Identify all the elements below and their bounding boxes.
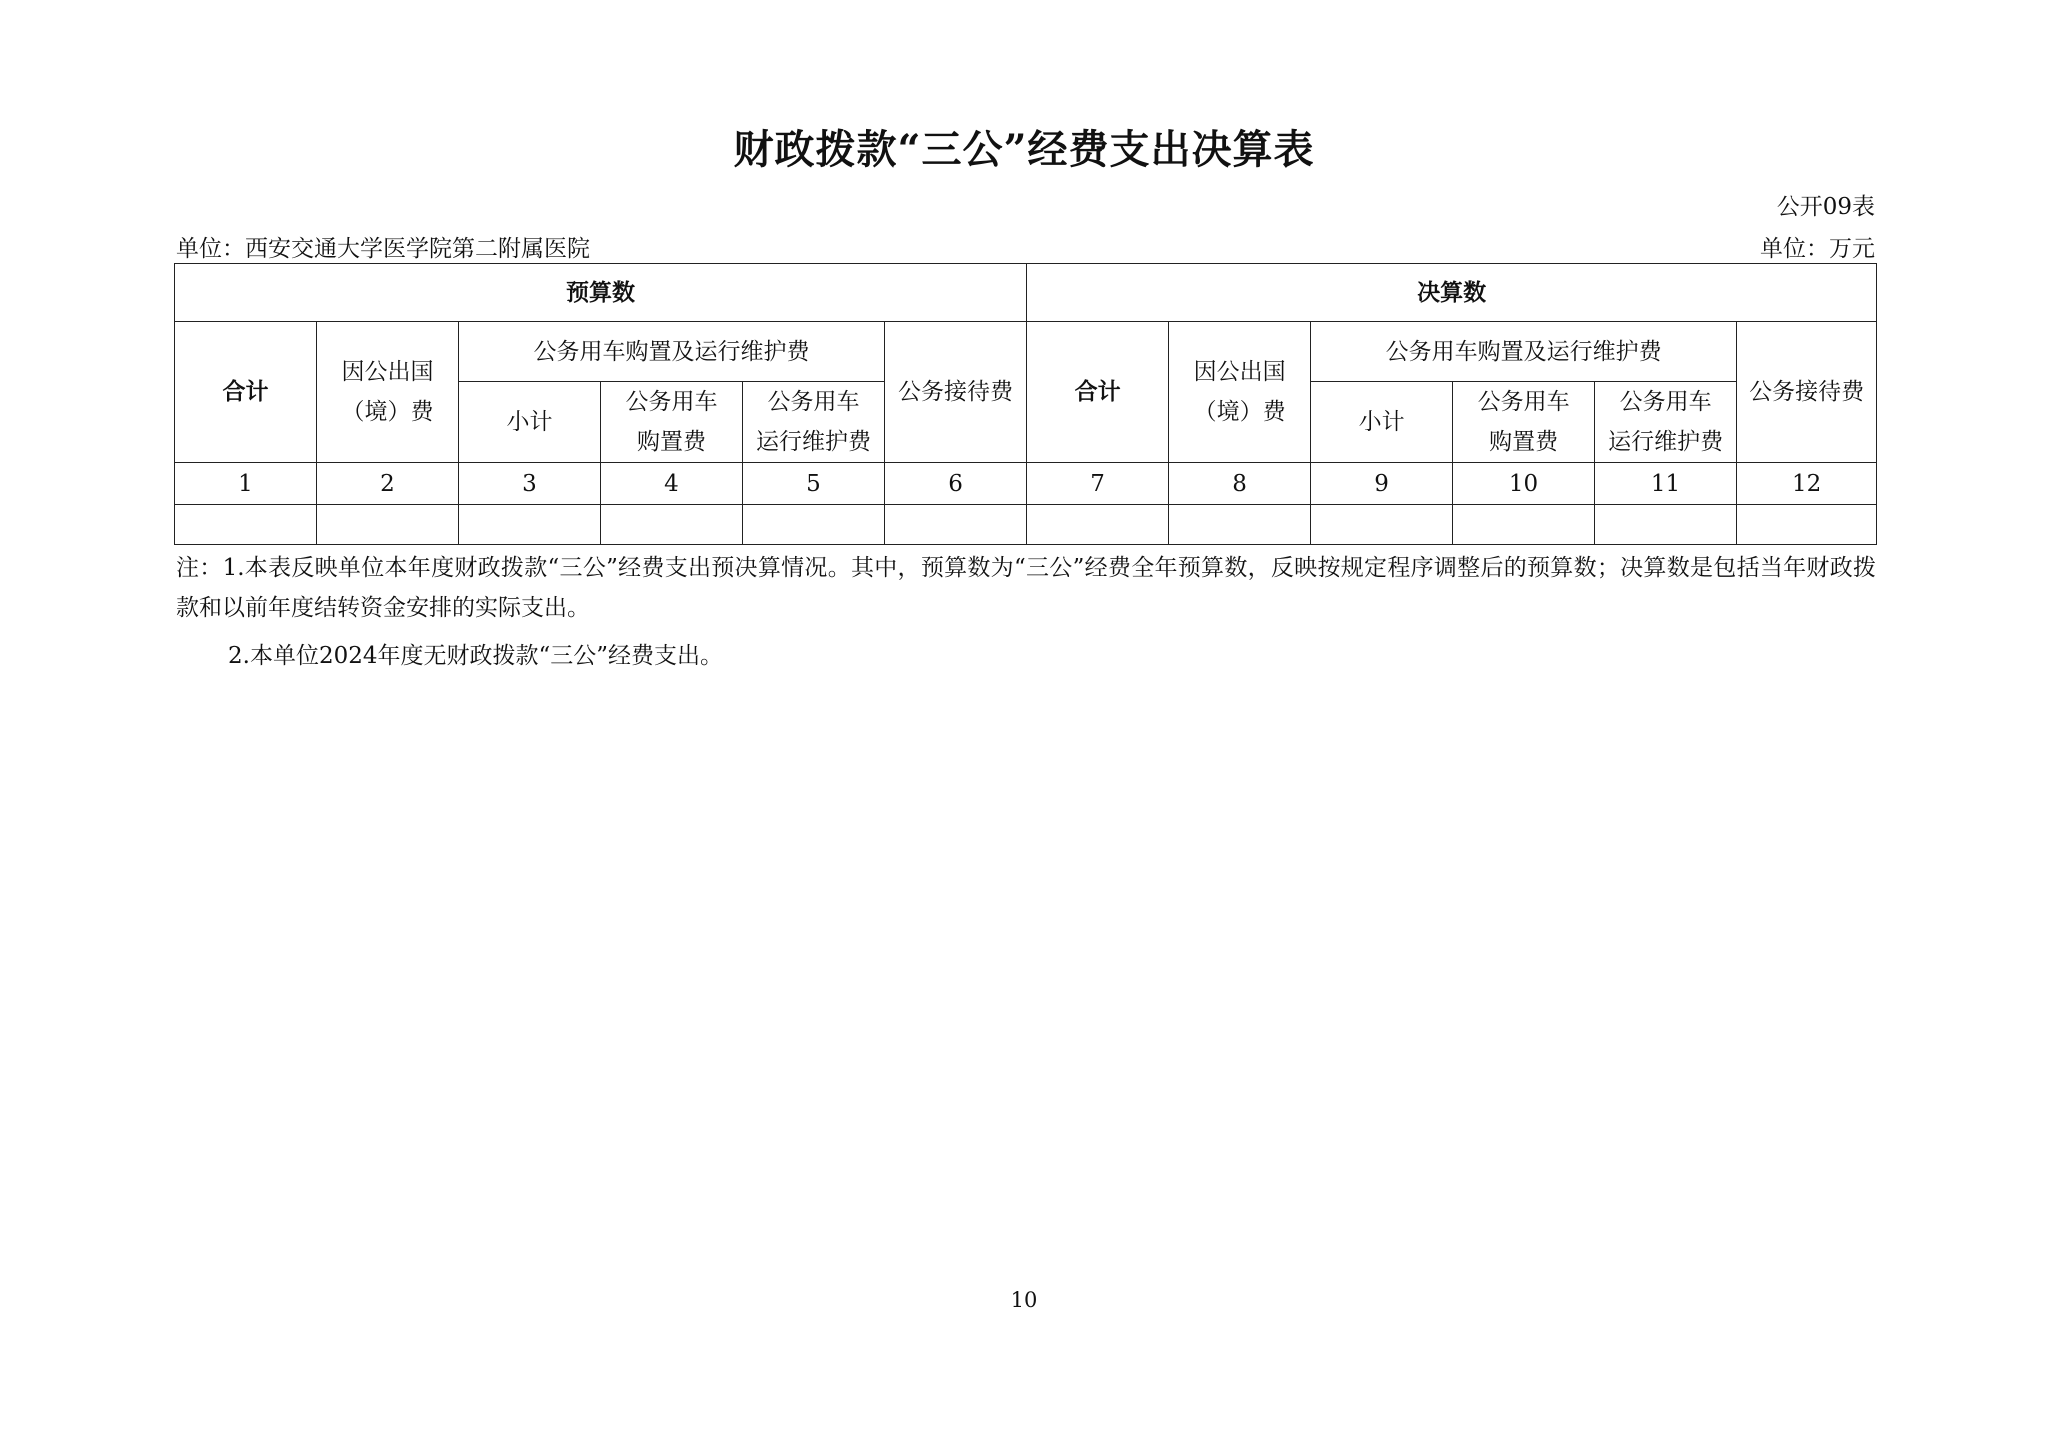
data-cell	[743, 505, 885, 545]
header-budget-reception: 公务接待费	[885, 322, 1027, 463]
page-number: 10	[1010, 1288, 1038, 1312]
header-budget-purchase-line2: 购置费	[637, 429, 706, 455]
form-code: 公开09表	[1776, 194, 1875, 220]
col-number: 11	[1595, 463, 1737, 505]
data-row	[175, 505, 1877, 545]
header-final-overseas-line2: （境）费	[1193, 399, 1286, 425]
header-final-overseas	[1169, 322, 1311, 463]
data-cell	[1311, 505, 1453, 545]
three-public-expenses-table	[174, 263, 1877, 545]
column-header-row	[175, 322, 1877, 382]
header-budget-operation-line2: 运行维护费	[756, 429, 871, 455]
header-budget-overseas	[317, 322, 459, 463]
note-1: 注：1.本表反映单位本年度财政拨款“三公”经费支出预决算情况。其中，预算数为“三公”经费全年预算数，反映按规定程序调整后的预算数；决算数是包括当年财政拨款和以前年度结转资金安排的实际支出。	[176, 555, 1876, 621]
col-number: 7	[1027, 463, 1169, 505]
header-final-purchase	[1453, 382, 1595, 463]
header-budget-purchase	[601, 382, 743, 463]
col-number: 6	[885, 463, 1027, 505]
page-title: 财政拨款“三公”经费支出决算表	[733, 126, 1315, 173]
col-number: 12	[1737, 463, 1877, 505]
col-number: 2	[317, 463, 459, 505]
data-cell	[601, 505, 743, 545]
data-cell	[1027, 505, 1169, 545]
header-budget-operation-line1: 公务用车	[767, 389, 860, 415]
header-final-reception: 公务接待费	[1737, 322, 1877, 463]
header-budget-purchase-line1: 公务用车	[625, 389, 718, 415]
col-number: 9	[1311, 463, 1453, 505]
note-2: 2.本单位2024年度无财政拨款“三公”经费支出。	[228, 643, 723, 669]
col-number: 3	[459, 463, 601, 505]
data-cell	[459, 505, 601, 545]
data-cell	[885, 505, 1027, 545]
unit-organization: 单位：西安交通大学医学院第二附属医院	[176, 236, 590, 262]
header-final-purchase-line1: 公务用车	[1477, 389, 1570, 415]
header-final-operation	[1595, 382, 1737, 463]
header-final: 决算数	[1027, 264, 1877, 322]
header-budget: 预算数	[175, 264, 1027, 322]
header-budget-operation	[743, 382, 885, 463]
header-budget-overseas-line1: 因公出国	[341, 359, 434, 385]
data-cell	[1453, 505, 1595, 545]
col-number: 5	[743, 463, 885, 505]
unit-currency: 单位：万元	[1760, 236, 1875, 262]
col-number: 4	[601, 463, 743, 505]
data-cell	[317, 505, 459, 545]
header-final-purchase-line2: 购置费	[1489, 429, 1559, 455]
col-number: 8	[1169, 463, 1311, 505]
data-cell	[1595, 505, 1737, 545]
data-cell	[175, 505, 317, 545]
data-cell	[1737, 505, 1877, 545]
header-budget-vehicle: 公务用车购置及运行维护费	[459, 322, 885, 382]
header-final-overseas-line1: 因公出国	[1193, 359, 1286, 385]
column-number-row	[175, 463, 1877, 505]
header-final-vehicle: 公务用车购置及运行维护费	[1311, 322, 1737, 382]
col-number: 1	[175, 463, 317, 505]
group-header-row	[175, 264, 1877, 322]
header-final-total: 合计	[1027, 322, 1169, 463]
notes	[176, 548, 1876, 676]
header-budget-overseas-line2: （境）费	[341, 399, 434, 425]
header-budget-subtotal: 小计	[459, 382, 601, 463]
header-budget-total: 合计	[175, 322, 317, 463]
header-final-operation-line1: 公务用车	[1619, 389, 1712, 415]
data-cell	[1169, 505, 1311, 545]
header-final-subtotal: 小计	[1311, 382, 1453, 463]
header-final-operation-line2: 运行维护费	[1608, 429, 1724, 455]
col-number: 10	[1453, 463, 1595, 505]
